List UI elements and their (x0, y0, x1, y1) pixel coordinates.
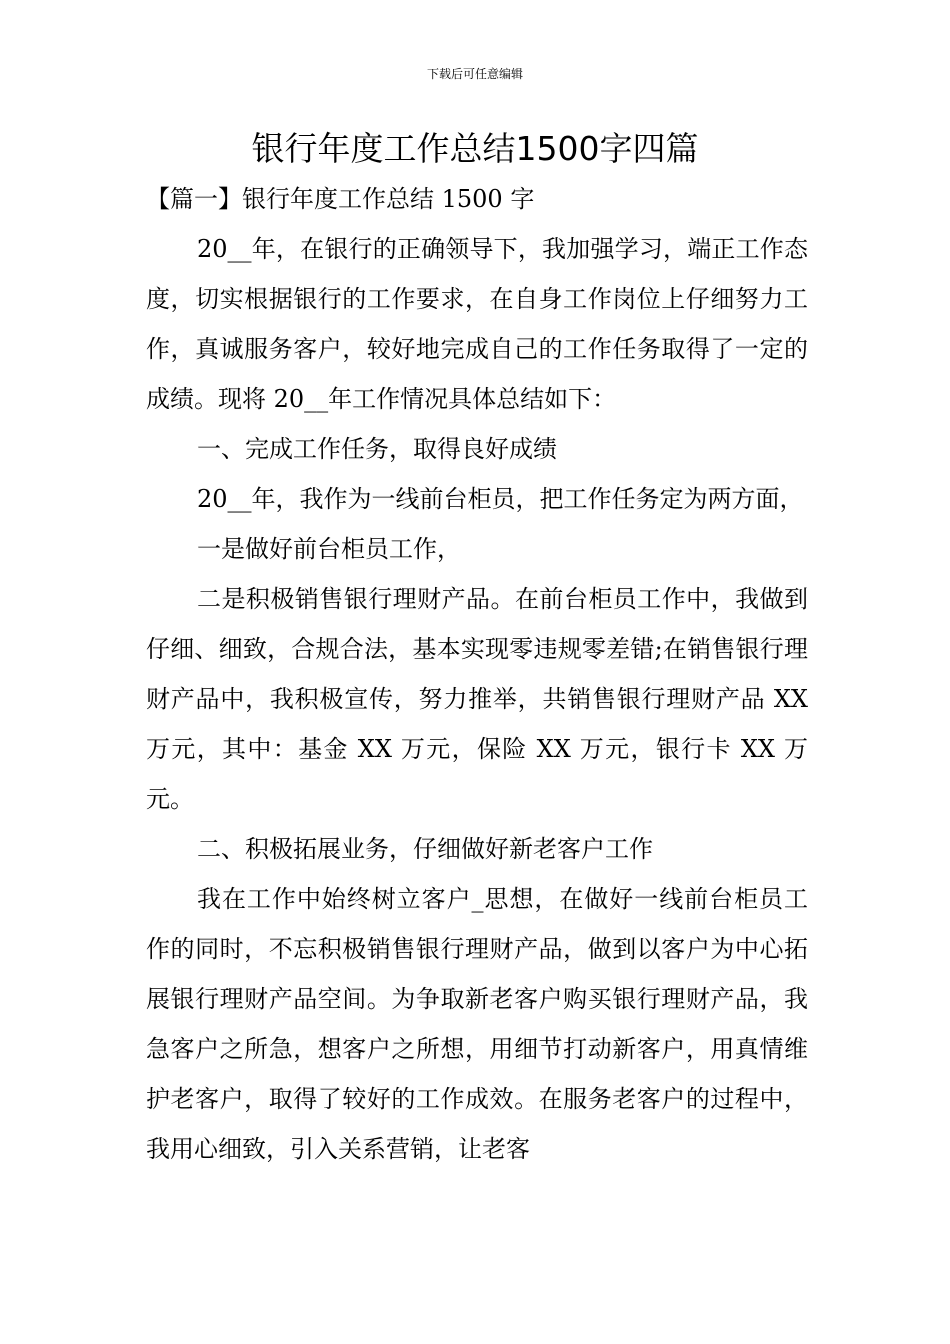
document-title: 银行年度工作总结1500字四篇 (251, 129, 699, 168)
section-heading: 【篇一】银行年度工作总结 1500 字 (146, 185, 535, 213)
paragraph-task-one: 一是做好前台柜员工作， (197, 535, 461, 563)
paragraph-tasks: 20__年，我作为一线前台柜员，把工作任务定为两方面， (197, 485, 804, 513)
paragraph-intro: 20__年，在银行的正确领导下，我加强学习，端正工作态度，切实根据银行的工作要求，在自身工作岗位上仔细努力工作，真诚服务客户，较好地完成自己的工作任务取得了一定的成绩。现将 20__年工作情况具体总结如下： (146, 235, 808, 413)
header-note: 下载后可任意编辑 (426, 67, 523, 81)
subheading-one: 一、完成工作任务，取得良好成绩 (197, 435, 557, 463)
paragraph-customers: 我在工作中始终树立客户_思想，在做好一线前台柜员工作的同时，不忘积极销售银行理财产品，做到以客户为中心拓展银行理财产品空间。为争取新老客户购买银行理财产品，我急客户之所急，想客户之所想，用细节打动新客户，用真情维护老客户，取得了较好的工作成效。在服务老客户的过程中，我用心细致，引入关系营销，让老客 (146, 885, 808, 1163)
document-body (146, 174, 808, 1174)
subheading-two: 二、积极拓展业务，仔细做好新老客户工作 (197, 835, 653, 863)
paragraph-task-two: 二是积极销售银行理财产品。在前台柜员工作中，我做到仔细、细致，合规合法，基本实现零违规零差错;在销售银行理财产品中，我积极宣传，努力推举，共销售银行理财产品 XX 万元，其中：基金 XX 万元，保险 XX 万元，银行卡 XX 万元。 (146, 585, 808, 813)
